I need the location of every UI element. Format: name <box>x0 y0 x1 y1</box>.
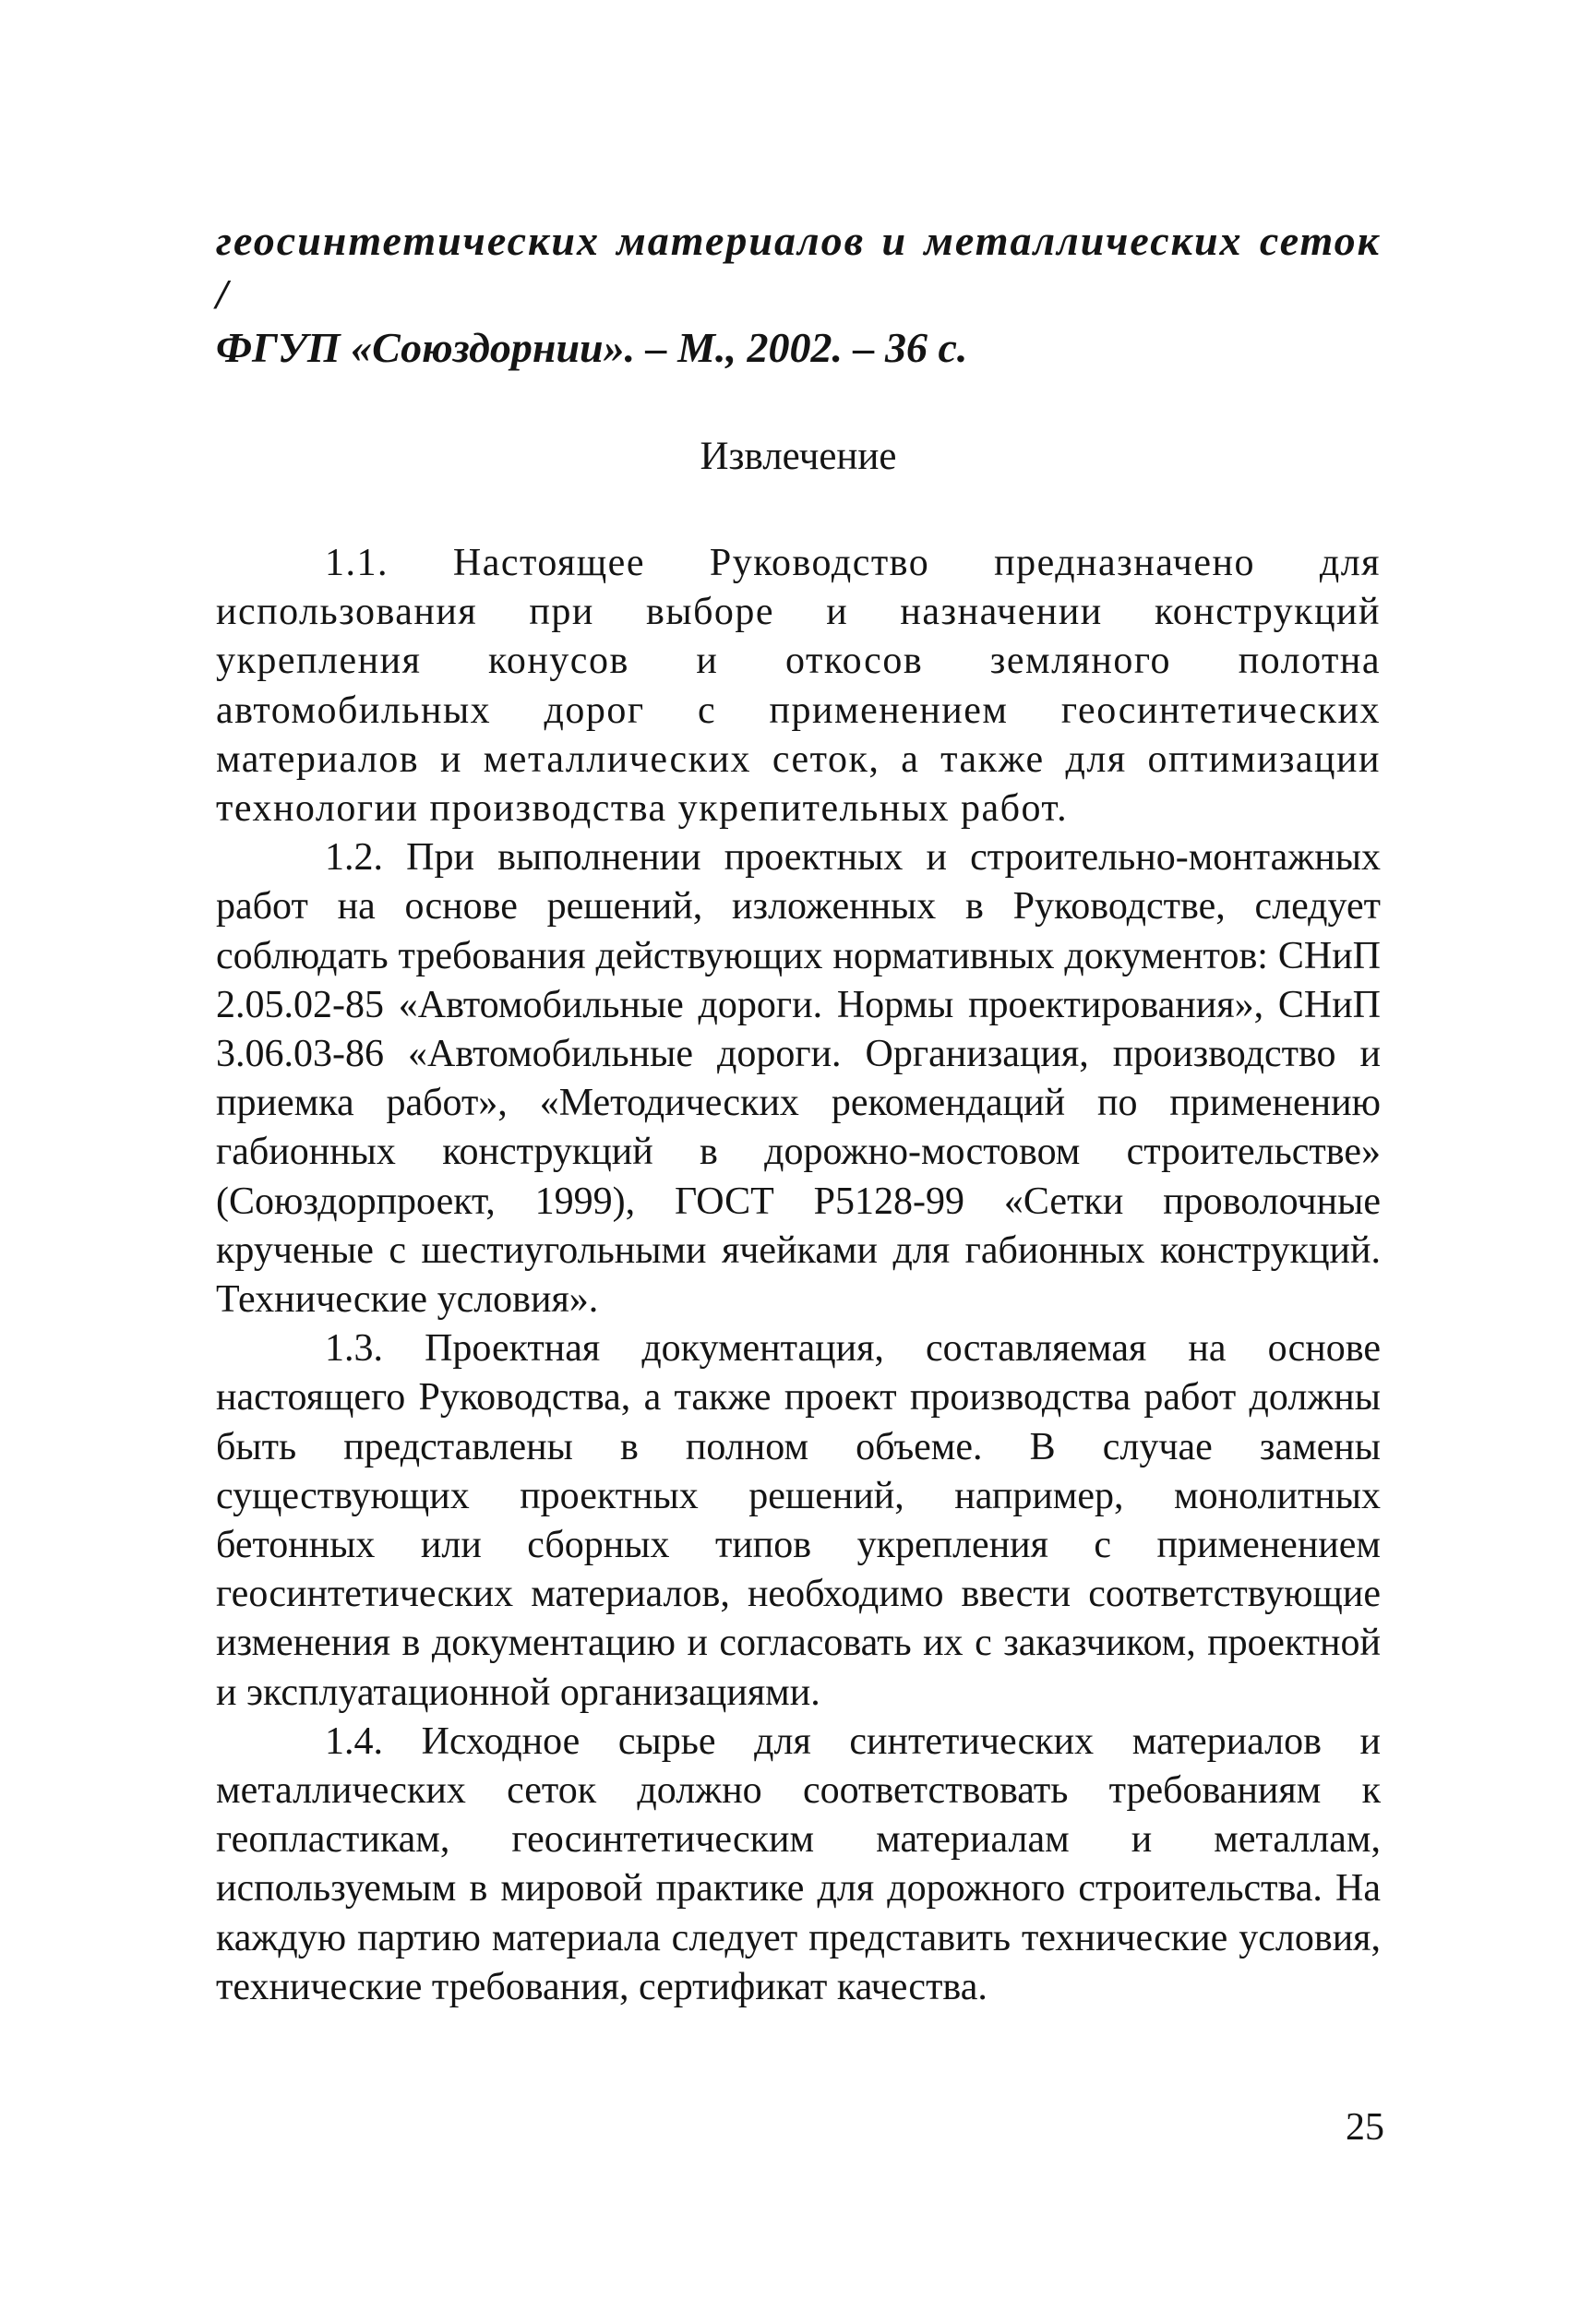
paragraph-1-3: 1.3. Проектная документация, составляемая на основе настоящего Руководства, а также проект производства работ должны быть представлены в полном объеме. В случае замены существующих проектных решений, например, монолитных бетонных или сборных типов укрепления с применением геосинтетических материалов, необходимо ввести соответствующие изменения в документацию и согласовать их с заказчиком, проектной и эксплуатационной организациями. <box>216 1327 1381 1714</box>
paragraph-1-2: 1.2. При выполнении проектных и строительно-монтажных работ на основе решений, изложенных в Руководстве, следует соблюдать требования действующих нормативных документов: СНиП 2.05.02-85 «Автомобильные дороги. Нормы проектирования», СНиП 3.06.03-86 «Автомобильные дороги. Организация, производство и приемка работ», «Методических рекомендаций по применению габионных конструкций в дорожно-мостовом строительстве» (Союздорпроект, 1999), ГОСТ Р5128-99 «Сетки проволочные крученые с шестиугольными ячейками для габионных конструкций. Технические условия». <box>216 836 1381 1322</box>
paragraph-1-1: 1.1. Настоящее Руководство предназначено для использования при выборе и назначении конструкций укрепления конусов и откосов земляного полотна автомобильных дорог с применением геосинтетических материалов и металлических сеток, а также для оптимизации технологии производства укрепительных работ. <box>216 542 1381 831</box>
reference-line-1: геосинтетических материалов и металлических сеток / <box>216 217 1381 317</box>
reference-line-2: ФГУП «Союздорнии». – М., 2002. – 36 с. <box>216 324 968 371</box>
paragraph-1-4: 1.4. Исходное сырье для синтетических материалов и металлических сеток должно соответствовать требованиям к геопластикам, геосинтетическим материалам и металлам, используемым в мировой практике для дорожного строительства. На каждую партию материала следует представить технические условия, технические требования, сертификат качества. <box>216 1719 1381 2008</box>
section-heading: Извлечение <box>700 435 897 478</box>
page-content <box>216 214 1381 2012</box>
bibliographic-reference <box>216 214 1381 375</box>
page-number: 25 <box>1346 2106 1384 2149</box>
